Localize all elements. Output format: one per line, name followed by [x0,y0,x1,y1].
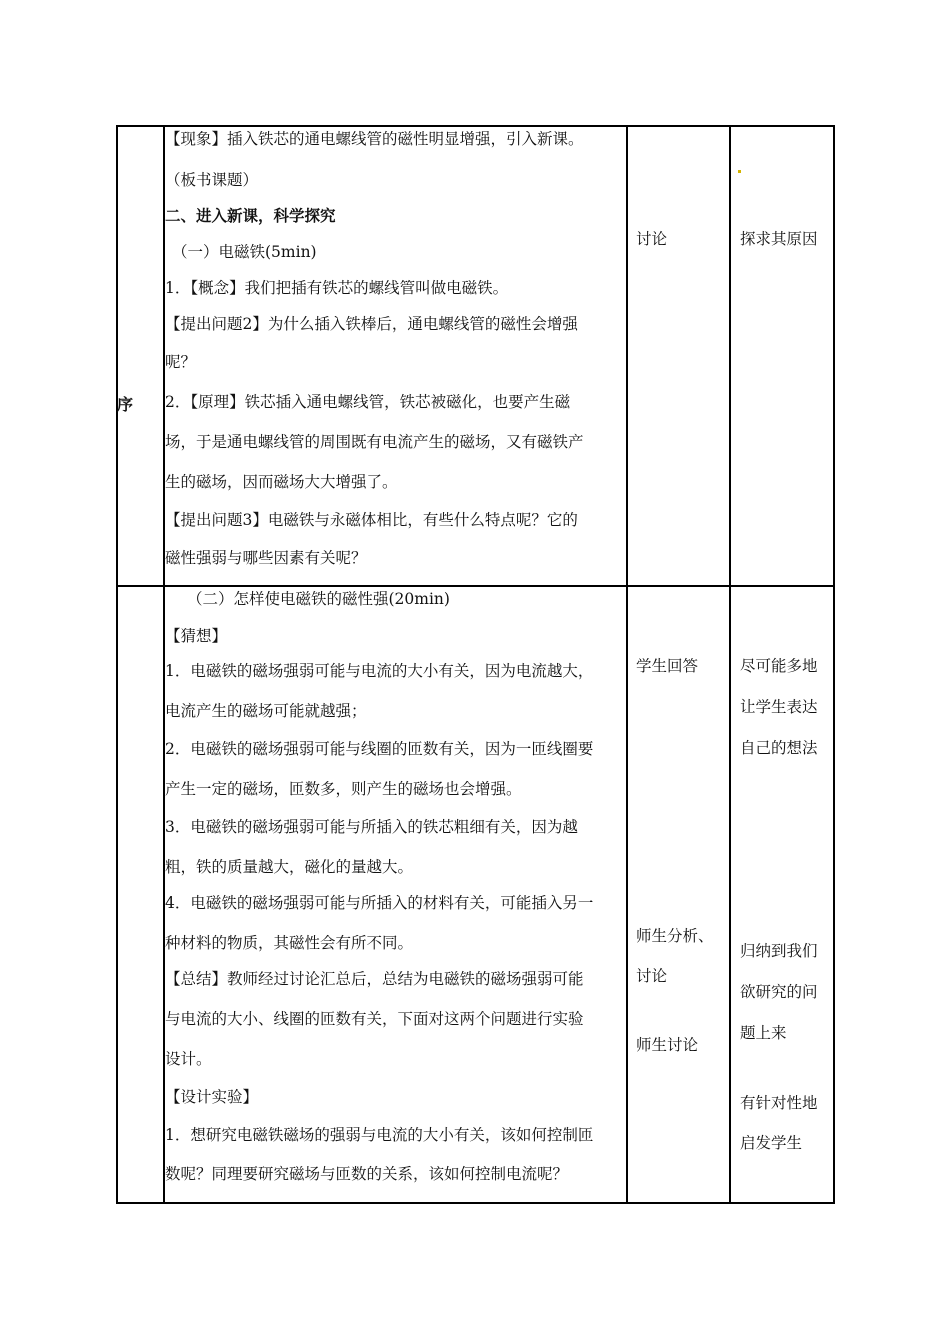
content-line: 【提出问题2】为什么插入铁棒后，通电螺线管的磁性会增强 [165,315,578,333]
content-line: 1．【概念】我们把插有铁芯的螺线管叫做电磁铁。 [165,279,509,297]
table-bottom-border [116,1202,835,1204]
content-line: 2．【原理】铁芯插入通电螺线管，铁芯被磁化，也要产生磁 [165,393,571,411]
content-line: 【提出问题3】电磁铁与永磁体相比，有些什么特点呢？它的 [165,511,578,529]
table-top-border [116,125,835,127]
content-line: 场，于是通电螺线管的周围既有电流产生的磁场，又有磁铁产 [165,433,584,451]
design-intent-cell: 让学生表达 [740,698,818,716]
table-row-divider [116,585,835,587]
student-activity-cell: 师生分析、 [636,927,714,945]
design-intent-cell: 归纳到我们 [740,942,818,960]
design-intent-cell: 有针对性地 [740,1094,818,1112]
student-activity-cell: 讨论 [636,967,668,985]
subsection-heading: （二）怎样使电磁铁的磁性强(20min) [187,590,450,608]
content-line: 设计。 [165,1050,212,1068]
content-line: 磁性强弱与哪些因素有关呢？ [165,549,367,567]
content-line: 呢？ [165,353,197,371]
content-line: 【猜想】 [165,627,228,645]
subsection-heading: （一）电磁铁(5min) [172,243,317,261]
content-line: （板书课题） [165,171,259,189]
content-line: 2．电磁铁的磁场强弱可能与线圈的匝数有关，因为一匝线圈要 [165,740,594,758]
sequence-label: 序 [117,395,134,414]
content-line: 种材料的物质，其磁性会有所不同。 [165,934,414,952]
table-col-divider-2 [626,125,628,1204]
content-line: 与电流的大小、线圈的匝数有关，下面对这两个问题进行实验 [165,1010,584,1028]
content-line: 生的磁场，因而磁场大大增强了。 [165,473,398,491]
design-intent-cell: 启发学生 [740,1134,803,1152]
content-line: 电流产生的磁场可能就越强； [165,702,367,720]
content-line: 4．电磁铁的磁场强弱可能与所插入的材料有关，可能插入另一 [165,894,594,912]
table-col-divider-3 [729,125,731,1204]
student-activity-cell: 师生讨论 [636,1036,699,1054]
table-left-border [116,125,118,1204]
design-intent-cell: 题上来 [740,1024,787,1042]
section-heading: 二、进入新课，科学探究 [165,206,336,225]
design-intent-cell: 自己的想法 [740,739,818,757]
content-line: 【设计实验】 [165,1088,259,1106]
content-line: 1．电磁铁的磁场强弱可能与电流的大小有关，因为电流越大， [165,662,594,680]
content-line: 1．想研究电磁铁磁场的强弱与电流的大小有关，该如何控制匝 [165,1126,594,1144]
yellow-dot-mark [738,170,741,173]
content-line: 数呢？同理要研究磁场与匝数的关系，该如何控制电流呢？ [165,1165,569,1183]
content-line: 产生一定的磁场，匝数多，则产生的磁场也会增强。 [165,780,522,798]
table-right-border [833,125,835,1204]
student-activity-cell: 学生回答 [636,657,699,675]
content-line: 3．电磁铁的磁场强弱可能与所插入的铁芯粗细有关，因为越 [165,818,578,836]
student-activity-cell: 讨论 [636,230,668,248]
content-line: 粗，铁的质量越大，磁化的量越大。 [165,858,414,876]
content-line: 【总结】教师经过讨论汇总后，总结为电磁铁的磁场强弱可能 [165,970,584,988]
content-line: 【现象】插入铁芯的通电螺线管的磁性明显增强，引入新课。 [165,130,584,148]
design-intent-cell: 欲研究的问 [740,983,818,1001]
design-intent-cell: 探求其原因 [740,230,818,248]
design-intent-cell: 尽可能多地 [740,657,818,675]
